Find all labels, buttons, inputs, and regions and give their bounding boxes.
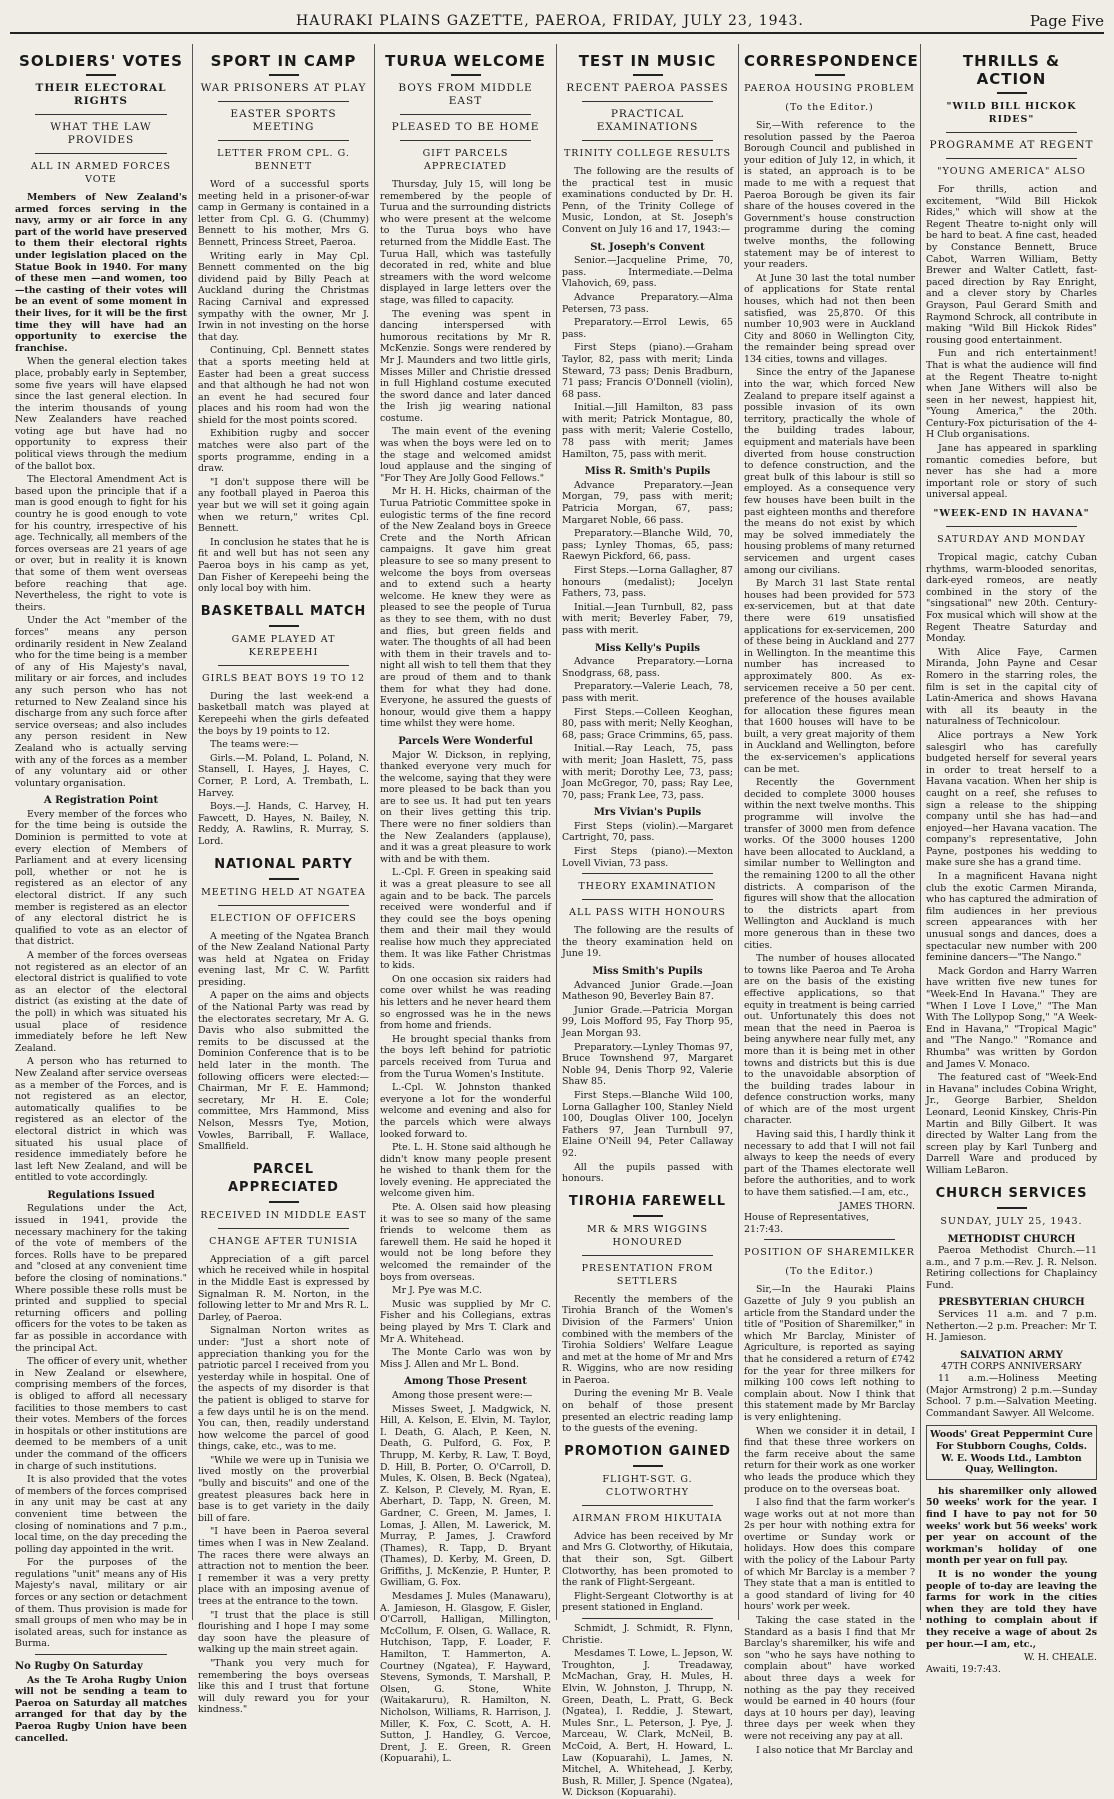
headline: CORRESPONDENCE — [744, 52, 919, 70]
divider — [400, 114, 531, 115]
paragraph: "While we were up in Tunisia we lived mostly on the proverbial "bully and biscuits" and one of the greatest pleasures back here in base is to get variety in the daily bill of fare. — [198, 1454, 369, 1524]
headline: CHURCH SERVICES — [935, 1185, 1088, 1201]
signature-line: Awaiti, 19:7:43. — [926, 1663, 1001, 1675]
paragraph: Mr J. Pye was M.C. — [392, 1285, 482, 1297]
subhead: TRINITY COLLEGE RESULTS — [563, 148, 732, 159]
headline: THRILLS & ACTION — [962, 52, 1061, 88]
paragraph: Sir,—In the Hauraki Plains Gazette of July 9 you publish an article from the Standard under the title of "Position of Sharemilker," in which Mr Barclay, Minister of Agriculture, is reported as saying that he considered a return of £742 for the year for three milkers for milking 100 cows left nothing to complain about. Now I think that this statement made by Mr Barclay is very enlightening. — [744, 1284, 915, 1423]
paragraph: It is no wonder the young people of to-day are leaving the farms for work in the cities when they are told they have nothing to complain about if they receive a wage of about 2s per hour.—I am, etc., — [926, 1568, 1097, 1650]
paragraph: Mesdames T. Lowe, L. Jepson, W. Troughton, J. Treadaway, McMachan, Gray, H. Mules, H. Elvin, W. Johnston, J. Thrupp, N. Green, Death, L. Pratt, G. Beck (Ngatea), I. Reddie, J. Stewart, Mules Snr., L. Peterson, J. Pye, J. Marceau, W. Clark, McNeil, B. McCoid, A. Bert, H. Howard, L. Law (Kopuarahi), L. James, N. Mitchel, A. Whitehead, J. Kerby, Bush, R. Miller, J. Spence (Ngatea), W. Dickson (Kopuarahi). — [562, 1648, 733, 1799]
paragraph: With Alice Faye, Carmen Miranda, John Payne and Cesar Romero in the starring roles, the film is set in the capital city of Latin-America and shows Havana with all its beauty in the naturalness of Technicolour. — [926, 646, 1097, 728]
subhead: ALL IN ARMED FORCES VOTE — [30, 161, 172, 185]
paragraph: For the purposes of the regulations "unit" means any of His Majesty's naval, military or air forces or any section or detachment of them. Thus provision is made for small groups of men who may be in isolated areas, such for instance as Burma. — [15, 1557, 187, 1650]
paragraph: When we consider it in detail, I find that these three workers on the farm receive about the same return for their work as one worker who leads the produce which they produce on to the overseas boat. — [744, 1425, 915, 1495]
paragraph: Initial.—Jill Hamilton, 83 pass with merit; Patrick Montague, 80, pass with merit; Valerie Costello, 78 pass with merit; James Hamilton, 75, pass with merit. — [562, 402, 733, 460]
paragraph: Paeroa Methodist Church.—11 a.m., and 7 p.m.—Rev. J. R. Nelson. Retiring collections for Chaplaincy Fund. — [926, 1245, 1097, 1291]
subhead: AIRMAN FROM HIKUTAIA — [572, 1512, 723, 1524]
divider — [815, 74, 845, 76]
paragraph: his sharemilker only allowed 50 weeks' work for the year. I find I have to pay not for 50 weeks' work but 56 weeks' work per year on account of the workman's holiday of one month per year on full pay. — [926, 1485, 1097, 1567]
paragraph: In conclusion he states that he is fit and well but has not seen any Paeroa boys in his camp as yet, Dan Fisher of Kerepeehi being the only local boy with him. — [198, 536, 369, 595]
paragraph: Girls.—M. Poland, L. Poland, N. Stansell, I. Hayes, J. Hayes, C. Corner, P. Lord, A. Trembath, L. Harvey. — [198, 752, 369, 799]
paragraph: Preparatory.—Errol Lewis, 65 pass. — [562, 317, 733, 340]
paragraph: Writing early in May Cpl. Bennett commented on the big dividend paid by Billy Peach at Auckland during the Christmas Racing Carnival and expressed sympathy with the owner, Mr J. Irwin in not investing on the horse that day. — [198, 250, 369, 343]
divider — [946, 158, 1077, 159]
paragraph: "I don't suppose there will be any football played in Paeroa this year but we will set it going again when we return," writes Cpl. Bennett. — [198, 476, 369, 535]
paragraph: First Steps.—Lorna Gallagher, 87 honours (medalist); Jocelyn Fathers, 73, pass. — [562, 565, 733, 600]
section-heading: Miss R. Smith's Pupils — [584, 466, 711, 478]
signature: JAMES THORN. — [838, 1200, 915, 1212]
divider — [582, 1255, 713, 1256]
section-heading: Among Those Present — [404, 1376, 527, 1388]
subhead: MEETING HELD AT NGATEA — [201, 886, 366, 898]
paragraph: Preparatory.—Blanche Wild, 70, pass; Lynley Thomas, 65, pass; Raewyn Pickford, 66, pass. — [562, 528, 733, 563]
paragraph: Since the entry of the Japanese into the war, which forced New Zealand to prepare itself against a possible invasion of its own territory, practically the whole of the building trades labour, equipment and materials have been diverted from house construction to defence construction, and the great bulk of this labour is still so employed. As a consequence very few houses have been built in the past eighteen months and therefore the means do not exist by which may be solved immediately the housing problems of many returned servicemen and urgent cases among our civilians. — [744, 367, 915, 576]
signature-line: House of Representatives, — [744, 1212, 870, 1224]
paragraph: Sir,—With reference to the resolution passed by the Paeroa Borough Council and published in your edition of July 12, in which, it is stated, an approach is to be made to me with a request that Paeroa Borough be given its fair share of the houses covered in the Government's house construction programme during the coming twelve months, the following statement may be of interest to your readers. — [744, 120, 915, 271]
church-subtitle: 47TH CORPS ANNIVERSARY — [941, 1361, 1082, 1373]
subhead: "WILD BILL HICKOK RIDES" — [946, 101, 1077, 125]
subhead: GIRLS BEAT BOYS 19 TO 12 — [201, 672, 366, 684]
masthead — [10, 10, 1104, 34]
subhead: SUNDAY, JULY 25, 1943. — [940, 1215, 1083, 1227]
subhead: POSITION OF SHAREMILKER — [744, 1247, 915, 1259]
divider — [582, 101, 713, 102]
subhead: MR & MRS WIGGINS HONOURED — [586, 1223, 709, 1248]
subhead: WAR PRISONERS AT PLAY — [200, 82, 367, 94]
subhead: EASTER SPORTS MEETING — [230, 108, 337, 133]
column-correspondence — [738, 44, 920, 1756]
paragraph: Boys.—J. Hands, C. Harvey, H. Fawcett, D. Hayes, N. Bailey, N. Reddy, A. Rawlins, R. Murray, S. Lord. — [198, 801, 369, 847]
paragraph: The officer of every unit, whether in New Zealand or elsewhere, comprising members of the forces, is obliged to afford all necessary facilities to those members to cast their votes. Members of the forces in hospitals or other institutions are deemed to be members of a unit under the command of the officers in charge of such institutions. — [15, 1356, 187, 1472]
paragraph: For thrills, action and excitement, "Wild Bill Hickok Rides," which will show at the Regent Theatre to-night only will be hard to beat. A fine cast, headed by Constance Bennett, Bruce Cabot, Warren William, Betty Brewer and Walter Catlett, fast-paced direction by Ray Enright, and a clever story by Charles Grayson, Paul Gerard Smith and Raymond Schrock, all contribute in making "Wild Bill Hickok Rides" rousing good entertainment. — [926, 184, 1097, 346]
subhead: PRESENTATION FROM SETTLERS — [581, 1262, 714, 1287]
section-heading: Parcels Were Wonderful — [398, 735, 533, 747]
paragraph: During the evening Mr B. Veale on behalf of those present presented an electric reading lamp to the guests of the evening. — [562, 1388, 733, 1435]
paragraph: By March 31 last State rental houses had been provided for 573 ex-servicemen, but at that date there were 619 unsatisfied applications for ex-servicemen, 200 of these being in Auckland and 277 in Wellington. In the meantime this number has increased to approximately 800. As ex-servicemen receive a 50 per cent. preference of the houses available for allocation these figures mean that 1600 houses will have to be built, a very great majority of them in Auckland and Wellington, before the ex-servicemen's applications can be met. — [744, 578, 915, 775]
church-name: PRESBYTERIAN CHURCH — [938, 1297, 1085, 1309]
paragraph: "Thank you very much for remembering the boys overseas like this and I trust that fortune will duly reward you for your kindness." — [198, 1657, 369, 1716]
paragraph: Misses Sweet, J. Madgwick, N. Hill, A. Kelson, E. Elvin, M. Taylor, I. Death, G. Alach, P. Keen, N. Death, G. Pulford, G. Fox, P. Thrupp, M. Kerby, R. Law, T. Boyd, D. Hill, B. Porter, O. O'Carroll, D. Mules, K. Olsen, B. Beck (Ngatea), Z. Kelson, P. Clevely, M. Ryan, E. Aberhart, D. Tapp, N. Green, M. Gardner, C. Green, M. James, I. Lomas, J. Allen, M. Lawerick, M. Murray, P. James, J. Crawford (Thames), R. Tapp, D. Bryant (Thames), D. Kerby, M. Green, D. Griffiths, J. McKenzie, P. Hunter, P. Gwilliam, G. Fox. — [380, 1403, 551, 1589]
subhead: "YOUNG AMERICA" ALSO — [937, 166, 1086, 177]
paragraph: Advance Preparatory.—Alma Petersen, 73 pass. — [562, 291, 733, 315]
section-heading: Miss Smith's Pupils — [592, 966, 703, 978]
subhead: SATURDAY AND MONDAY — [937, 534, 1086, 546]
headline: PARCEL APPRECIATED — [228, 1161, 339, 1195]
divider — [218, 140, 349, 141]
subhead: CHANGE AFTER TUNISIA — [209, 1235, 358, 1247]
paragraph: It is also provided that the votes of members of the forces comprised in any unit may be cast at any convenient time between the closing of nominations and 7 p.m., local time, on the day preceding the polling day appointed in the writ. — [15, 1474, 187, 1555]
divider — [269, 74, 299, 76]
headline: SOLDIERS' VOTES — [19, 52, 183, 70]
paragraph: Flight-Sergeant Clotworthy is at present stationed in England. — [562, 1590, 733, 1614]
section-heading: No Rugby On Saturday — [15, 1661, 143, 1673]
divider — [35, 1654, 167, 1655]
subhead: RECENT PAEROA PASSES — [566, 82, 729, 94]
paragraph: Regulations under the Act, issued in 1941, provide the necessary machinery for the taking of the vote of members of the forces. Rolls have to be prepared and "closed at any convenient time before the closing of nominations." Where possible these rolls must be printed and supplied to special returning officers and polling officers for the votes to be taken as far as possible in accordance with the principal Act. — [15, 1203, 187, 1354]
subhead: WHAT THE LAW PROVIDES — [50, 121, 152, 146]
subhead: LETTER FROM CPL. G. BENNETT — [217, 148, 350, 172]
section-heading: St. Joseph's Convent — [590, 241, 705, 253]
paragraph: Music was supplied by Mr C. Fisher and his Collegians, extras being played by Mrs T. Clark and Mr A. Whitehead. — [380, 1298, 551, 1345]
column-sport-in-camp — [192, 44, 374, 1716]
paragraph: A meeting of the Ngatea Branch of the New Zealand National Party was held at Ngatea on Friday evening last, Mr C. W. Parfitt presiding. — [198, 930, 369, 988]
paragraph: The teams were:— — [210, 739, 299, 751]
divider — [269, 1201, 299, 1203]
paragraph: Exhibition rugby and soccer matches were also part of the sports programme, ending in a draw. — [198, 428, 369, 475]
subhead: BOYS FROM MIDDLE EAST — [398, 82, 533, 107]
subhead: (To the Editor.) — [785, 102, 874, 113]
divider — [946, 526, 1077, 527]
section-heading: Mrs Vivian's Pupils — [593, 807, 702, 819]
divider — [35, 153, 167, 154]
paragraph: The following are the results of the theory examination held on June 19. — [562, 925, 733, 960]
paragraph: L.-Cpl. W. Johnston thanked everyone a lot for the wonderful welcome and evening and also for the parcels which were always looked forward to. — [380, 1082, 551, 1140]
paragraph: A paper on the aims and objects of the National Party was read by the electorates secretary, Mr A. G. Davis who also submitted the remits to be discussed at the Dominion Conference that is to be held later in the month. The following officers were elected:—Chairman, Mr F. E. Hammond; secretary, Mr H. E. Cole; committee, Mrs Hammond, Miss Nelson, Messrs Tye, Motion, Vowles, Barriball, F. Wallace, Smallfield. — [198, 990, 369, 1153]
page-number: Page Five — [1029, 12, 1104, 30]
paragraph: Schmidt, J. Schmidt, R. Flynn, Christie. — [562, 1623, 733, 1646]
divider — [764, 1239, 895, 1240]
column-test-in-music — [556, 44, 738, 1799]
subhead: PAEROA HOUSING PROBLEM — [744, 83, 915, 94]
paragraph: Having said this, I hardly think it necessary to add that I will not fail always to keep the needs of every part of the Thames electorate well before the authorities, and to work to have them satisfied.—I am, etc., — [744, 1129, 915, 1199]
paragraph: "I trust that the place is still flourishing and I hope I may some day soon have the pleasure of walking up the main street again. — [198, 1609, 369, 1656]
church-name: METHODIST CHURCH — [947, 1233, 1076, 1245]
paragraph: Major W. Dickson, in replying, thanked everyone very much for the welcome, saying that they were more pleased to be back than you are to see us. It had put ten years on their lives getting this trip. There were no finer soldiers than the New Zealanders (applause), and it was a great pleasure to work with and be with them. — [380, 749, 551, 865]
paragraph: The following are the results of the practical test in music examinations conducted by Dr. H. Penn, of the Trinity College of Music, London, at St. Joseph's Convent on July 16 and 17, 1943:— — [562, 166, 733, 235]
divider — [582, 1618, 713, 1619]
paragraph: The Electoral Amendment Act is based upon the principle that if a man is good enough to fight for his country he is good enough to vote for his country, irrespective of his age. Technically, all members of the forces overseas are 21 years of age or over, but in reality it is known that some of them went overseas before reaching that age. Nevertheless, the right to vote is theirs. — [15, 474, 187, 613]
divider — [451, 74, 481, 76]
paragraph: 11 a.m.—Holiness Meeting (Major Armstrong) 2 p.m.—Sunday School. 7 p.m.—Salvation Meeting. Commandant Sawyer. All Welcome. — [926, 1373, 1097, 1419]
subhead: GIFT PARCELS APPRECIATED — [422, 148, 509, 172]
paragraph: Preparatory.—Valerie Leach, 78, pass with merit. — [562, 681, 733, 704]
divider — [269, 625, 299, 627]
headline: PROMOTION GAINED — [564, 1443, 731, 1459]
paragraph: Pte. A. Olsen said how pleasing it was to see so many of the same friends to welcome them as farewell them. He said he hoped it would not be long before they welcomed the remainder of the boys from overseas. — [380, 1202, 551, 1283]
paragraph: Recently the Government decided to complete 3000 houses within the next twelve months. This programme will involve the transfer of 3000 men from defence works. Of the 3000 houses 1200 have been allocated to Auckland, a similar number to Wellington and the remaining 1200 to all the other districts. A comparison of the figures will show that the allocation to the districts apart from Wellington and Auckland is much more generous than in these two cities. — [744, 777, 915, 951]
subhead: GAME PLAYED AT KEREPEEHI — [231, 633, 336, 658]
section-heading: Regulations Issued — [47, 1189, 155, 1201]
paragraph: Under the Act "member of the forces" means any person ordinarily resident in New Zealand who for the time being is a member of any of His Majesty's naval, military or air forces, and includes any such person who has not returned to New Zealand since his discharge from any such force after service overseas; and also includes any person resident in New Zealand who is actually serving with any of the forces as a member of any voluntary aid or other voluntary organisation. — [15, 615, 187, 789]
paragraph: Recently the members of the Tirohia Branch of the Women's Division of the Farmers' Union combined with the members of the Tirohia Soldiers' Welfare League and met at the home of Mr and Mrs R. Wiggins, who are now residing in Paeroa. — [562, 1293, 733, 1386]
section-heading: A Registration Point — [43, 795, 159, 807]
church-name: SALVATION ARMY — [960, 1349, 1063, 1361]
paragraph: Thursday, July 15, will long be remembered by the people of Turua and the surrounding districts who were present at the welcome to the Turua boys who have returned from the Middle East. The Turua Hall, which was tastefully decorated in red, white and blue streamers with the word welcome displayed in large letters over the stage, was filled to capacity. — [380, 179, 551, 306]
paragraph: Among those present were:— — [392, 1389, 533, 1401]
paragraph: Appreciation of a gift parcel which he received while in hospital in the Middle East is expressed by Signalman R. M. Norton, in the following letter to Mr and Mrs R. L. Darley, of Paeroa. — [198, 1253, 369, 1323]
paragraph: All the pupils passed with honours. — [562, 1161, 733, 1185]
divider — [633, 1465, 663, 1467]
paragraph: Preparatory.—Lynley Thomas 97, Bruce Townshend 97, Margaret Noble 94, Denis Thorp 92, Valerie Shaw 85. — [562, 1041, 733, 1088]
paragraph: In a magnificent Havana night club the exotic Carmen Miranda, who has captured the admiration of film audiences in her previous screen appearances with her unusual songs and dances, does a spectacular new number with 200 feminine dancers—"The Nango." — [926, 871, 1097, 964]
headline: TIROHIA FAREWELL — [568, 1193, 727, 1209]
divider — [582, 140, 713, 141]
subhead: THEORY EXAMINATION — [578, 881, 717, 893]
subhead: PROGRAMME AT REGENT — [929, 139, 1094, 151]
paragraph: When the general election takes place, probably early in September, some five years will have elapsed since the last general election. In the interim thousands of young New Zealanders have reached voting age but have had no opportunity to express their political views through the medium of the ballot box. — [15, 356, 187, 472]
paragraph: Senior.—Jacqueline Prime, 70, pass. Intermediate.—Delma Vlahovich, 69, pass. — [562, 255, 733, 290]
divider — [218, 1228, 349, 1229]
paragraph: The Monte Carlo was won by Miss J. Allen and Mr L. Bond. — [380, 1347, 551, 1370]
paragraph: First Steps.—Blanche Wild 100, Lorna Gallagher 100, Stanley Nield 100, Douglas Oliver 100, Jocelyn Fathers 97, Jean Turnbull 97, Elaine O'Neill 94, Peter Callaway 92. — [562, 1089, 733, 1159]
signature-line: 21:7:43. — [744, 1223, 784, 1235]
columns — [10, 44, 1104, 1799]
column-turua-welcome — [374, 44, 556, 1765]
subhead: "WEEK-END IN HAVANA" — [933, 508, 1090, 520]
paragraph: Mr H. H. Hicks, chairman of the Turua Patriotic Committee spoke in eulogistic terms of the fine record of the New Zealand boys in Greece Crete and the North African campaigns. It gave him great pleasure to see so many present to welcome the boys from overseas and to extend such a hearty welcome. He knew they were as pleased to see the people of Turua as they to see them, with no dust and flies, but green fields and water. The thoughts of all had been with them in their travels and to-night all wish to tell them that they are proud of them and to thank them for what they had done. Everyone, he assured the guests of honour, would give them a happy time whilst they were home. — [380, 486, 551, 730]
paragraph: Mack Gordon and Harry Warren have written five new tunes for "Week-End In Havana." They are "When I Love I Love," "The Man With The Lollypop Song," "A Week-End in Havana," "Tropical Magic" and "The Nango." "Romance and Rhumba" was written by Gordon and James V. Monaco. — [926, 965, 1097, 1070]
paragraph: As the Te Aroha Rugby Union will not be sending a team to Paeroa on Saturday all matches arranged for that day by the Paeroa Rugby Union have been cancelled. — [15, 1674, 187, 1744]
paragraph: Initial.—Ray Leach, 75, pass with merit; Joan Haslett, 75, pass with merit; Dorothy Lee, 73, pass; Joan McGregor, 70, pass; Ray Lee, 70, pass; Frank Lee, 73, pass. — [562, 743, 733, 801]
headline: SPORT IN CAMP — [210, 52, 357, 70]
divider — [633, 74, 663, 76]
subhead: FLIGHT-SGT. G. CLOTWORTHY — [602, 1473, 693, 1498]
column-soldiers-votes — [10, 44, 192, 1744]
paragraph: First Steps (piano).—Mexton Lovell Vivian, 73 pass. — [562, 846, 733, 869]
divider — [218, 665, 349, 666]
divider — [997, 92, 1027, 94]
paragraph: A person who has returned to New Zealand after service overseas as a member of the Forces, and is not registered as an elector, automatically qualifies to be registered as an elector of the electoral district in which was situated his usual place of residence immediately before he last left New Zealand, and will be entitled to vote accordingly. — [15, 1056, 187, 1184]
paragraph: Mesdames J. Mules (Manawaru), A. Jamieson, H. Glasgow, F. Gisler, O'Carroll, Halligan, Millington, McCollum, F. Olsen, G. Wallace, R. Hutchison, Tapp, F. Loader, F. Hamilton, T. Hammerton, A. Courtney (Ngatea), F. Hayward, Stevens, Symonds, T. Marshall, P. Olsen, G. Stone, White (Waitakaruru), R. Hamilton, N. Nicholson, Williams, R. Harrison, J. Miller, K. Fox, C. Scott, A. H. Sutton, J. Handley, G. Vercoe, Drent, J. E. Green, R. Green (Kopuarahi), L. — [380, 1591, 551, 1765]
signature: W. H. CHEALE. — [1023, 1652, 1097, 1664]
section-heading: Miss Kelly's Pupils — [594, 642, 701, 654]
paragraph: First Steps (piano).—Graham Taylor, 82, pass with merit; Linda Steward, 73 pass; Denis Bradburn, 71 pass; Francis O'Donnell (violin), 68 pass. — [562, 342, 733, 400]
divider — [633, 1215, 663, 1217]
divider — [582, 873, 713, 874]
paragraph: L.-Cpl. F. Green in speaking said it was a great pleasure to see all again and to be back. The parcels received were wonderful and if they could see the boys opening them and their mail they would realise how much they appreciated them. It was like Father Christmas to kids. — [380, 867, 551, 972]
headline: TURUA WELCOME — [385, 52, 546, 70]
paragraph: First Steps (violin).—Margaret Cartright, 70, pass. — [562, 820, 733, 844]
paragraph: Pte. L. H. Stone said although he didn't know many people present he wished to thank them for the lovely evening. He appreciated the welcome given him. — [380, 1142, 551, 1200]
divider — [946, 132, 1077, 133]
subhead: RECEIVED IN MIDDLE EAST — [200, 1209, 367, 1221]
headline: NATIONAL PARTY — [214, 856, 353, 872]
column-thrills-action — [920, 44, 1102, 1675]
headline: BASKETBALL MATCH — [200, 603, 367, 619]
paragraph: First Steps.—Colleen Keoghan, 80, pass with merit; Nelly Keoghan, 68, pass; Grace Crimmins, 65, pass. — [562, 706, 733, 741]
paragraph: Every member of the forces who for the time being is outside the Dominion is permitted to vote at every election of Members of Parliament and at every licensing poll, whether or not he is registered as an elector of any electoral district. If any such member is registered as an elector of any electoral district he is qualified to vote as an elector of that district. — [15, 808, 187, 948]
paragraph: Advance Preparatory.—Jean Morgan, 79, pass with merit; Patricia Morgan, 67, pass; Margaret Noble, 66 pass. — [562, 479, 733, 526]
paragraph: I also find that the farm worker's wage works out at not more than 2s per hour with nothing extra for overtime or Sunday work or holidays. How does this compare with the policy of the Labour Party of which Mr Barclay is a member ? They state that a man is entitled to a good standard of living for 40 hours' work per week. — [744, 1497, 915, 1613]
subhead: PLEASED TO BE HOME — [391, 121, 540, 133]
advertisement: Woods' Great Peppermint Cure For Stubborn Coughs, Colds. W. E. Woods Ltd., Lambton Quay, Wellington. — [926, 1425, 1097, 1479]
subhead: ALL PASS WITH HONOURS — [569, 907, 726, 919]
paragraph: A member of the forces overseas not registered as an elector of an electoral district is qualified to vote as an elector of the electoral district (as existing at the date of the poll) in which was situated his usual place of residence immediately before he left New Zealand. — [15, 950, 187, 1054]
paragraph: Services 11 a.m. and 7 p.m. Netherton.—2 p.m. Preacher: Mr T. H. Jamieson. — [926, 1309, 1097, 1344]
subhead: PRACTICAL EXAMINATIONS — [596, 108, 699, 133]
paragraph: Word of a successful sports meeting held in a prisoner-of-war camp in Germany is contained in a letter from Cpl. G. G. (Chummy) Bennett to his mother, Mrs G. Bennett, Princess Street, Paeroa. — [198, 179, 369, 248]
paragraph: He brought special thanks from the boys left behind for patriotic parcels received from Turua and from the Turua Women's Institute. — [380, 1033, 551, 1080]
divider — [218, 101, 349, 102]
divider — [997, 1207, 1027, 1209]
divider — [582, 1505, 713, 1506]
divider — [218, 905, 349, 906]
paragraph: Tropical magic, catchy Cuban rhythms, warm-blooded senoritas, dark-eyed romeos, are neatly combined in the story of the "singsational" new 20th. Century-Fox musical which will show at the Regent Theatre Saturday and Monday. — [926, 552, 1097, 645]
paragraph: "I have been in Paeroa several times when I was in New Zealand. The races there were always an attraction not to mention the beer. I remember it was a very pretty place with an imposing avenue of trees at the entrance to the town. — [198, 1526, 369, 1607]
headline: TEST IN MUSIC — [578, 52, 717, 70]
paragraph: During the last week-end a basketball match was played at Kerepeehi when the girls defeated the boys by 19 points to 12. — [198, 690, 369, 737]
paragraph: The main event of the evening was when the boys were led on to the stage and welcomed amidst loud applause and the singing of "For They Are Jolly Good Fellows." — [380, 426, 551, 484]
paragraph: At June 30 last the total number of applications for State rental houses, which had not then been satisfied, was 25,870. Of this number 10,903 were in Auckland City and 8060 in Wellington City, the remainder being spread over 134 cities, towns and villages. — [744, 272, 915, 365]
subhead: ELECTION OF OFFICERS — [210, 912, 357, 924]
paragraph: Advanced Junior Grade.—Joan Matheson 90, Beverley Bain 87. — [562, 979, 733, 1003]
paragraph: The number of houses allocated to towns like Paeroa and Te Aroha are on the basis of the existing effective applications, so that equity in treatment is being carried out. Unfortunately this does not mean that the need in Paeroa is being anywhere near fully met, any more than it is being met in other towns and districts but this is due to the unavoidable absorption of the building trades labour in defence construction works, many of which are of the most urgent character. — [744, 953, 915, 1127]
divider — [269, 878, 299, 880]
divider — [400, 140, 531, 141]
paragraph: Initial.—Jean Turnbull, 82, pass with merit; Beverley Faber, 79, pass with merit. — [562, 601, 733, 636]
masthead-title: HAURAKI PLAINS GAZETTE, PAEROA, FRIDAY, JULY 23, 1943. — [295, 13, 804, 29]
paragraph: I also notice that Mr Barclay and — [756, 1744, 913, 1756]
paragraph: Signalman Norton writes as under: "Just a short note of appreciation thanking you for the patriotic parcel I received from you yesterday while in hospital. One of the aspects of my disorder is that the patient is obliged to starve for a few days until he is on the mend. You can, then, readily understand how welcome the parcel of good things, cake, etc., was to me. — [198, 1325, 369, 1453]
divider — [35, 114, 167, 115]
paragraph: The evening was spent in dancing interspersed with humorous recitations by Mr R. McKenzie. Songs were rendered by Mr J. Maunders and two little girls, Misses Miller and Christie dressed in full Highland costume executed the sword dance and later danced the Irish jig wearing national costume. — [380, 308, 551, 424]
paragraph: Junior Grade.—Patricia Morgan 99, Lois Mofford 95, Fay Thorp 95, Jean Morgan 93. — [562, 1004, 733, 1039]
divider — [86, 74, 116, 76]
paragraph: Jane has appeared in sparkling romantic comedies before, but never has she had a more important role or story of such universal appeal. — [926, 443, 1097, 501]
paragraph: Alice portrays a New York salesgirl who has carefully budgeted herself for several years in order to treat herself to a Havana vacation. When her ship is caught on a reef, she refuses to sign a release to the shipping company until she has had—and enjoyed—her Havana vacation. The company's representative, John Payne, postpones his wedding to make sure she has a grand time. — [926, 729, 1097, 869]
subhead: (To the Editor.) — [785, 1266, 874, 1278]
subhead: THEIR ELECTORAL RIGHTS — [35, 82, 167, 107]
paragraph: Fun and rich entertainment! That is what the audience will find at the Regent Theatre to-night when Jane Withers will also be seen in her newest, happiest hit, "Young America," the 20th. Century-Fox picturisation of the 4-H Club organisations. — [926, 348, 1097, 441]
paragraph: Taking the case stated in the Standard as a basis I find that Mr Barclay's sharemilker, his wife and son "who he says have nothing to complain about" have worked about three days a week for nothing as the pay they received would be earned in 40 hours (four days at 10 hours per day), leaving three days per week when they were not receiving any pay at all. — [744, 1615, 915, 1742]
paragraph: On one occasion six raiders had come over whilst he was reading his letters and he never heard them so engrossed was he in the news from home and friends. — [380, 973, 551, 1032]
paragraph: The featured cast of "Week-End in Havana" includes Cobina Wright, Jr., George Barbier, Sheldon Leonard, Leonid Kinskey, Chris-Pin Martin and Billy Gilbert. It was directed by Walter Lang from the screen play by Karl Tunberg and Darrell Ware and produced by William LeBaron. — [926, 1072, 1097, 1176]
divider — [582, 899, 713, 900]
paragraph: Advice has been received by Mr and Mrs G. Clotworthy, of Hikutaia, that their son, Sgt. Gilbert Clotworthy, has been promoted to the rank of Flight-Sergeant. — [562, 1530, 733, 1589]
lead-paragraph: Members of New Zealand's armed forces serving in the navy, army or air force in any part of the world have preserved to them their electoral rights under legislation placed on the Statue Book in 1940. For many of these men —and women, too—the casting of their votes will be an event of some moment in their lives, for it will be the first time they will have had an opportunity to exercise the franchise. — [15, 192, 187, 354]
paragraph: Advance Preparatory.—Lorna Snodgrass, 68, pass. — [562, 656, 733, 679]
paragraph: Continuing, Cpl. Bennett states that a sports meeting held at Easter had been a great success and that although he had not won an event he had secured four places and his room had won the shield for the most points scored. — [198, 345, 369, 426]
